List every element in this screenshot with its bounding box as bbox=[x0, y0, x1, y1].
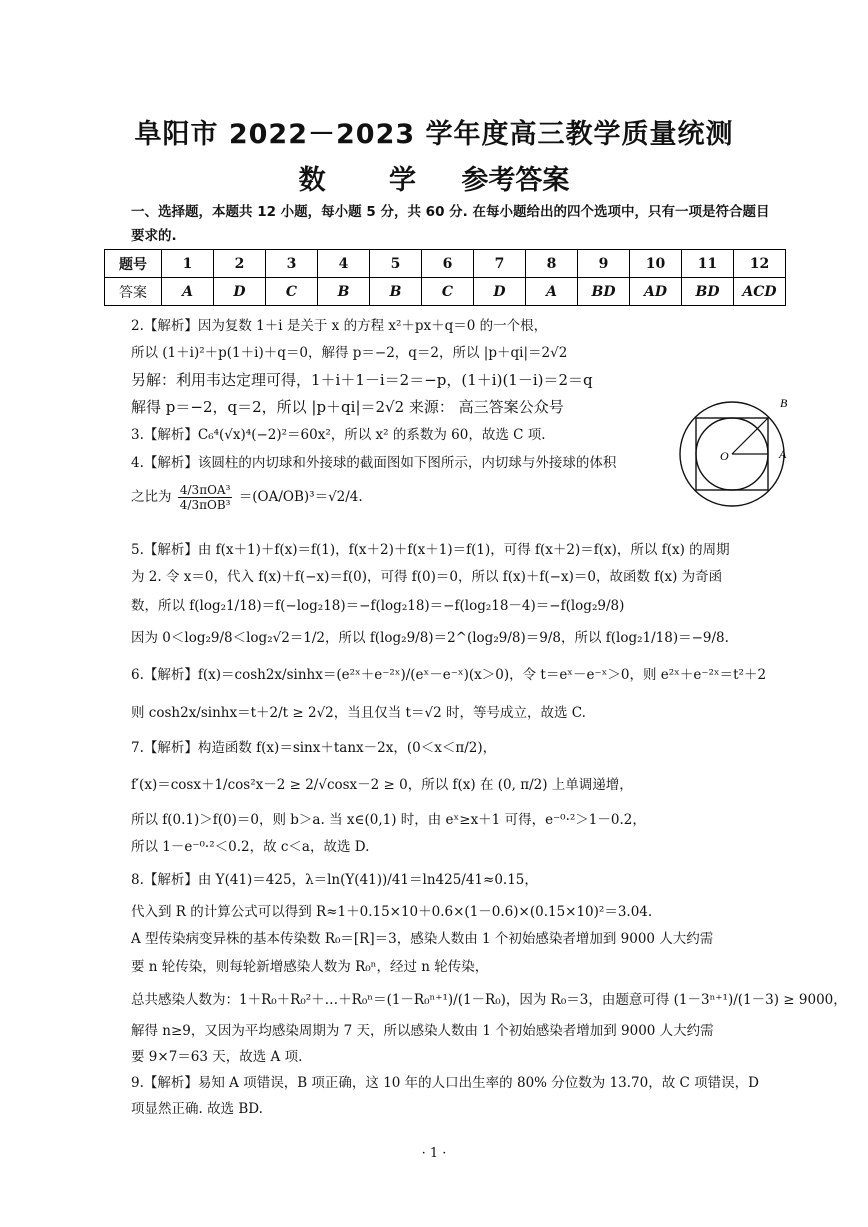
answer-cell: A bbox=[526, 278, 578, 306]
label-b: B bbox=[780, 396, 788, 410]
question-number: 8 bbox=[526, 250, 578, 278]
solution-line: 所以 1－e⁻⁰·²＜0.2，故 c＜a，故选 D. bbox=[131, 839, 370, 855]
table-row-label: 答案 bbox=[105, 278, 162, 306]
fraction bbox=[178, 483, 233, 512]
answer-cell: B bbox=[318, 278, 370, 306]
text-segment: ＝(OA/OB)³＝√2/4. bbox=[238, 489, 363, 505]
question-number: 6 bbox=[422, 250, 474, 278]
page-subtitle bbox=[0, 158, 868, 197]
answer-cell: BD bbox=[682, 278, 734, 306]
solution-line: f′(x)＝cosx＋1/cos²x－2 ≥ 2/√cosx－2 ≥ 0，所以 f(x) 在 (0, π/2) 上单调递增， bbox=[131, 777, 633, 793]
section-header: 一、选择题，本题共 12 小题，每小题 5 分，共 60 分. 在每小题给出的四个选项中，只有一项是符合题目要求的. bbox=[131, 204, 770, 244]
answer-cell: A bbox=[162, 278, 214, 306]
question-number: 4 bbox=[318, 250, 370, 278]
answer-cell: C bbox=[266, 278, 318, 306]
solution-line: 2.【解析】因为复数 1＋i 是关于 x 的方程 x²＋px＋q＝0 的一个根， bbox=[131, 318, 548, 334]
question-number: 1 bbox=[162, 250, 214, 278]
solution-line: 8.【解析】由 Y(41)＝425，λ＝ln(Y(41))/41＝ln425/41≈0.15， bbox=[131, 872, 538, 888]
answer-cell: C bbox=[422, 278, 474, 306]
answer-table-answer-row bbox=[105, 278, 786, 306]
answer-cell: BD bbox=[578, 278, 630, 306]
question-number: 7 bbox=[474, 250, 526, 278]
fraction-numerator: 4/3πOA³ bbox=[178, 483, 233, 498]
solution-line: 代入到 R 的计算公式可以得到 R≈1＋0.15×10＋0.6×(1－0.6)×(0.15×10)²＝3.04. bbox=[131, 904, 653, 920]
question-number: 10 bbox=[630, 250, 682, 278]
question-number: 12 bbox=[734, 250, 786, 278]
solution-line: 要 9×7＝63 天，故选 A 项. bbox=[131, 1049, 303, 1065]
solution-line: 所以 (1＋i)²＋p(1＋i)＋q＝0，解得 p＝−2，q＝2，所以 |p＋qi|＝2√2 bbox=[131, 345, 568, 361]
answer-table-number-row bbox=[105, 250, 786, 278]
fraction-denominator: 4/3πOB³ bbox=[179, 498, 231, 512]
solution-line: 3.【解析】C₆⁴(√x)⁴(−2)²＝60x²，所以 x² 的系数为 60，故选 C 项. bbox=[131, 427, 546, 443]
solution-line: 解得 p＝−2，q＝2，所以 |p＋qi|＝2√2 来源： 高三答案公众号 bbox=[131, 398, 564, 416]
page-number: · 1 · bbox=[421, 1146, 447, 1161]
question-number: 2 bbox=[214, 250, 266, 278]
sphere-cross-section-figure bbox=[676, 392, 796, 508]
solution-line: 因为 0＜log₂9/8＜log₂√2＝1/2，所以 f(log₂9/8)＝2^(log₂9/8)＝9/8，所以 f(log₂1/18)＝−9/8. bbox=[131, 630, 729, 646]
solution-line: 则 cosh2x/sinhx＝t＋2/t ≥ 2√2，当且仅当 t＝√2 时，等号成立，故选 C. bbox=[131, 705, 586, 721]
answer-cell: AD bbox=[630, 278, 682, 306]
question-number: 3 bbox=[266, 250, 318, 278]
question-number: 9 bbox=[578, 250, 630, 278]
solution-line: 项显然正确. 故选 BD. bbox=[131, 1101, 263, 1117]
answer-cell: ACD bbox=[734, 278, 786, 306]
answer-cell: B bbox=[370, 278, 422, 306]
subtitle-part-3: 参考答案 bbox=[461, 165, 570, 196]
answer-cell: D bbox=[474, 278, 526, 306]
question-number: 11 bbox=[682, 250, 734, 278]
solution-line-volume-ratio bbox=[131, 482, 363, 512]
label-o: O bbox=[720, 449, 729, 463]
solution-line: 数，所以 f(log₂1/18)＝f(−log₂18)＝−f(log₂18)＝−f(log₂18－4)＝−f(log₂9/8) bbox=[131, 598, 625, 614]
solution-line: 7.【解析】构造函数 f(x)＝sinx＋tanx－2x，(0＜x＜π/2)， bbox=[131, 740, 497, 756]
solution-line: 4.【解析】该圆柱的内切球和外接球的截面图如下图所示，内切球与外接球的体积 bbox=[131, 455, 617, 471]
solution-line: A 型传染病变异株的基本传染数 R₀＝[R]＝3，感染人数由 1 个初始感染者增加到 9000 人大约需 bbox=[131, 931, 714, 947]
solution-line: 为 2. 令 x＝0，代入 f(x)＋f(−x)＝f(0)，可得 f(0)＝0，所以 f(x)＋f(−x)＝0，故函数 f(x) 为奇函 bbox=[131, 569, 723, 585]
solution-line: 总共感染人数为：1＋R₀＋R₀²＋…＋R₀ⁿ＝(1－R₀ⁿ⁺¹)/(1－R₀)，因为 R₀＝3，由题意可得 (1－3ⁿ⁺¹)/(1－3) ≥ 9000， bbox=[131, 992, 847, 1008]
solution-line: 解得 n≥9，又因为平均感染周期为 7 天，所以感染人数由 1 个初始感染者增加到 9000 人大约需 bbox=[131, 1023, 714, 1039]
answer-table bbox=[104, 249, 786, 306]
solution-line: 另解：利用韦达定理可得，1＋i＋1－i＝2＝−p，(1＋i)(1－i)＝2＝q bbox=[131, 371, 593, 389]
label-a: A bbox=[779, 447, 787, 461]
solution-line: 9.【解析】易知 A 项错误，B 项正确，这 10 年的人口出生率的 80% 分位数为 13.70，故 C 项错误，D bbox=[131, 1075, 759, 1091]
text-segment: 之比为 bbox=[131, 489, 172, 505]
table-row-label: 题号 bbox=[105, 250, 162, 278]
question-number: 5 bbox=[370, 250, 422, 278]
solution-line: 6.【解析】f(x)＝cosh2x/sinhx＝(e²ˣ＋e⁻²ˣ)/(eˣ－e⁻ˣ)(x＞0)，令 t＝eˣ－e⁻ˣ＞0，则 e²ˣ＋e⁻²ˣ＝t²＋2 bbox=[131, 667, 767, 683]
solution-line: 所以 f(0.1)＞f(0)＝0，则 b＞a. 当 x∈(0,1) 时，由 eˣ≥x＋1 可得，e⁻⁰·²＞1－0.2， bbox=[131, 812, 646, 828]
page-title: 阜阳市 2022－2023 学年度高三教学质量统测 bbox=[134, 119, 734, 150]
solution-line: 5.【解析】由 f(x＋1)＋f(x)＝f(1)，f(x＋2)＋f(x＋1)＝f(1)，可得 f(x＋2)＝f(x)，所以 f(x) 的周期 bbox=[131, 542, 730, 558]
subtitle-part-1: 数 bbox=[298, 165, 326, 196]
answer-cell: D bbox=[214, 278, 266, 306]
subtitle-part-2: 学 bbox=[389, 165, 416, 196]
solution-line: 要 n 轮传染，则每轮新增感染人数为 R₀ⁿ，经过 n 轮传染， bbox=[131, 959, 489, 975]
